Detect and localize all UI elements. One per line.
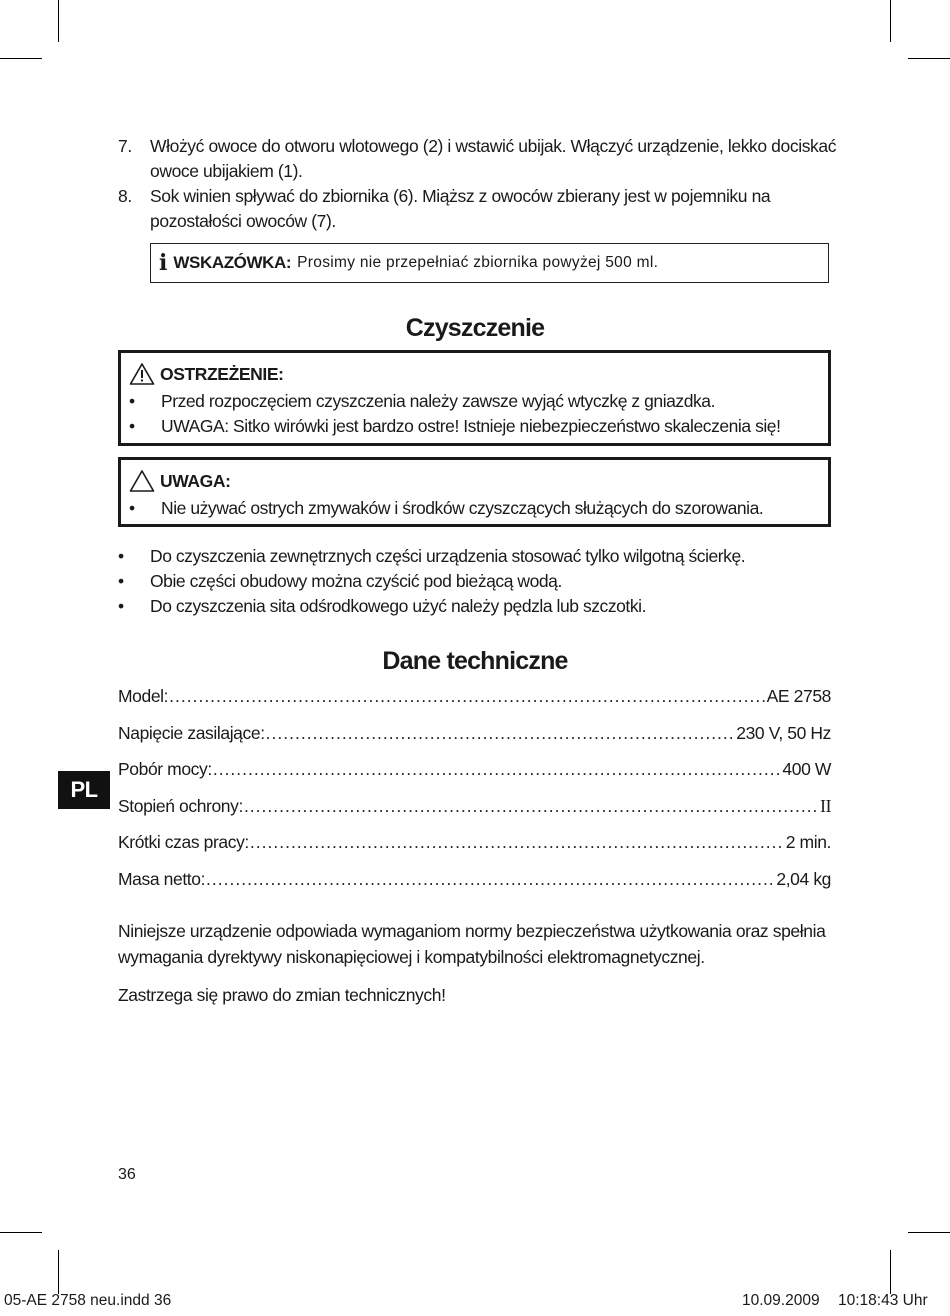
dot-leader [266,723,736,744]
list-item [118,544,838,569]
caution-header [129,466,820,496]
dot-leader [169,686,766,707]
spec-list [118,686,831,906]
spec-label: Masa netto: [118,868,206,889]
warning-header [129,359,820,389]
list-item-text: Do czyszczenia sita odśrodkowego użyć należy pędzla lub szczotki. [150,596,646,616]
spec-value: 230 V, 50 Hz [736,722,831,743]
spec-row [118,832,831,869]
caution-item [129,496,820,521]
tip-text: Prosimy nie przepełniać zbiornika powyżej 500 ml. [297,254,659,271]
warning-item-text: Przed rozpoczęciem czyszczenia należy zawsze wyjąć wtyczkę z gniazdka. [161,391,715,411]
spec-row [118,869,831,906]
bullet-marker: • [118,596,124,616]
step-number: 7. [118,136,132,156]
page-number: 36 [118,1166,136,1183]
step-text: Włożyć owoce do otworu wlotowego (2) i wstawić ubijak. Włączyć urządzenie, lekko dociskać owoce ubijakiem (1). [150,136,837,181]
spec-label: Krótki czas pracy: [118,832,249,853]
technical-heading: Dane techniczne [382,647,568,675]
footer-time: 10:18:43 Uhr [838,1292,928,1309]
tip-label: WSKAZÓWKA: [173,253,292,272]
footer-date: 10.09.2009 [742,1292,820,1309]
cleaning-heading: Czyszczenie [405,314,545,342]
warning-item [129,389,820,414]
spec-label: Napięcie zasilające: [118,722,265,743]
warning-item-text: UWAGA: Sitko wirówki jest bardzo ostre! Istnieje niebezpieczeństwo skaleczenia się! [161,416,781,436]
bullet-marker: • [118,571,124,591]
bullet-marker: • [129,498,135,518]
dot-leader [250,832,785,853]
list-item [118,594,838,619]
spec-value: 2,04 kg [776,868,831,889]
spec-row [118,723,831,760]
caution-item-text: Nie używać ostrych zmywaków i środków czyszczących służących do szorowania. [161,498,764,518]
dot-leader [206,869,775,890]
warning-exclamation-icon [129,362,155,386]
list-item-text: Obie części obudowy można czyścić pod bieżącą wodą. [150,571,562,591]
spec-row [118,686,831,723]
spec-label: Pobór mocy: [118,759,212,780]
spec-value: II [820,795,831,816]
crop-mark [0,58,42,59]
caution-label: UWAGA: [160,470,231,491]
compliance-paragraph: Niniejsze urządzenie odpowiada wymaganiom normy bezpieczeństwa użytkowania oraz spełnia wymagania dyrektywy niskonapięciowej i kompatybilności elektromagnetycznej. [118,921,826,967]
spec-row [118,796,831,833]
step-item [118,134,838,184]
list-item-text: Do czyszczenia zewnętrznych części urządzenia stosować tylko wilgotną ścierkę. [150,546,746,566]
tip-box [150,243,829,283]
instruction-steps [118,134,838,234]
spec-label: Model: [118,686,169,706]
crop-mark [908,58,950,59]
warning-item [129,414,820,439]
step-text: Sok winien spływać do zbiornika (6). Miąższ z owoców zbierany jest w pojemniku na pozostałości owoców (7). [150,186,771,231]
crop-mark [58,1250,59,1294]
spec-value: AE 2758 [766,686,831,706]
spec-value: 400 W [782,759,831,780]
info-icon: i [159,250,168,276]
bullet-marker: • [118,546,124,566]
bullet-marker: • [129,391,135,411]
list-item [118,569,838,594]
crop-mark [890,1250,891,1294]
language-tab: PL [58,771,110,809]
cleaning-bullets [118,544,838,619]
warning-box [118,350,831,446]
dot-leader [244,796,819,817]
spec-row [118,759,831,796]
crop-mark [890,0,891,42]
spec-value: 2 min. [785,832,831,853]
disclaimer-paragraph: Zastrzega się prawo do zmian technicznych! [118,985,446,1005]
crop-mark [908,1232,950,1233]
warning-label: OSTRZEŻENIE: [160,363,284,384]
step-number: 8. [118,186,132,206]
step-item [118,184,838,234]
crop-mark [58,0,59,42]
warning-triangle-icon [129,469,155,493]
footer-file: 05-AE 2758 neu.indd 36 [4,1292,172,1309]
bullet-marker: • [129,416,135,436]
dot-leader [213,759,782,780]
crop-mark [0,1232,42,1233]
caution-box [118,457,831,527]
spec-label: Stopień ochrony: [118,795,243,816]
